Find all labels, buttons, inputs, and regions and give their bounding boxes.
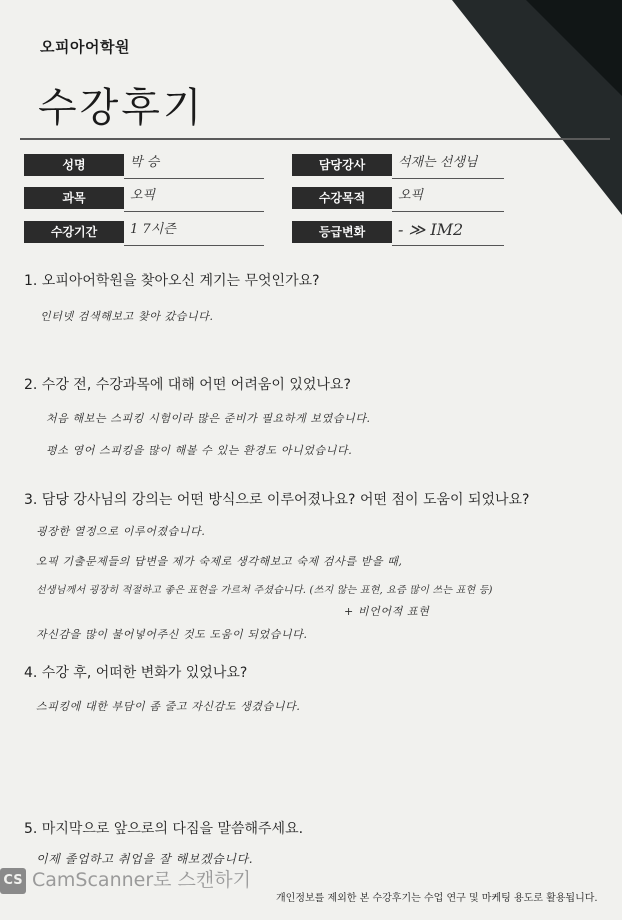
- field-subject-label: 과목: [24, 187, 124, 209]
- field-grade-change-line: [392, 245, 504, 246]
- question-3: 3. 담당 강사님의 강의는 어떤 방식으로 이루어졌나요? 어떤 점이 도움이 되었나요?: [24, 492, 530, 508]
- answer-3-line-2: 오픽 기출문제들의 답변을 제가 숙제로 생각해보고 숙제 검사를 받을 때,: [36, 555, 403, 568]
- footer-note: 개인정보를 제외한 본 수강후기는 수업 연구 및 마케팅 용도로 활용됩니다.: [276, 893, 598, 904]
- field-name-line: [124, 178, 264, 179]
- field-period-value: 1 7시즌: [130, 222, 176, 237]
- camscanner-text: CamScanner로 스캔하기: [32, 869, 251, 891]
- field-grade-change-label: 등급변화: [292, 221, 392, 243]
- field-name-value: 박 승: [130, 155, 160, 170]
- answer-2-line-2: 평소 영어 스피킹을 많이 해볼 수 있는 환경도 아니었습니다.: [46, 444, 353, 457]
- field-period-line: [124, 245, 264, 246]
- answer-3-line-5: 자신감을 많이 불어넣어주신 것도 도움이 되었습니다.: [36, 628, 308, 641]
- answer-3-line-1: 굉장한 열정으로 이루어졌습니다.: [36, 525, 206, 538]
- field-subject-line: [124, 211, 264, 212]
- question-2: 2. 수강 전, 수강과목에 대해 어떤 어려움이 있었나요?: [24, 377, 351, 393]
- field-purpose-value: 오픽: [398, 188, 424, 203]
- title-divider: [20, 138, 610, 140]
- answer-2-line-1: 처음 해보는 스피킹 시험이라 많은 준비가 필요하게 보였습니다.: [46, 412, 371, 425]
- question-1: 1. 오피아어학원을 찾아오신 계기는 무엇인가요?: [24, 273, 320, 289]
- field-period-label: 수강기간: [24, 221, 124, 243]
- field-instructor-label: 담당강사: [292, 154, 392, 176]
- camscanner-logo-icon: CS: [0, 868, 26, 894]
- field-purpose-label: 수강목적: [292, 187, 392, 209]
- field-subject-value: 오픽: [130, 188, 156, 203]
- question-4: 4. 수강 후, 어떠한 변화가 있었나요?: [24, 665, 248, 681]
- field-purpose-line: [392, 211, 504, 212]
- answer-3-line-3: 선생님께서 굉장히 적절하고 좋은 표현을 가르쳐 주셨습니다. (쓰지 않는 표현, 요즘 많이 쓰는 표현 등): [36, 585, 493, 596]
- academy-name: 오피아어학원: [40, 38, 130, 56]
- camscanner-watermark: [0, 865, 251, 895]
- field-grade-change-value: - ≫ IM2: [398, 220, 464, 239]
- question-5: 5. 마지막으로 앞으로의 다짐을 말씀해주세요.: [24, 821, 304, 837]
- field-instructor-line: [392, 178, 504, 179]
- answer-4-line-1: 스피킹에 대한 부담이 좀 줄고 자신감도 생겼습니다.: [36, 700, 301, 713]
- field-name-label: 성명: [24, 154, 124, 176]
- answer-5-line-1: 이제 졸업하고 취업을 잘 해보겠습니다.: [36, 852, 254, 866]
- answer-1-line-1: 인터넷 검색해보고 찾아 갔습니다.: [40, 310, 214, 323]
- page-title: 수강후기: [38, 85, 205, 131]
- answer-3-line-4: + 비언어적 표현: [344, 605, 430, 618]
- field-instructor-value: 석재는 선생님: [398, 155, 478, 170]
